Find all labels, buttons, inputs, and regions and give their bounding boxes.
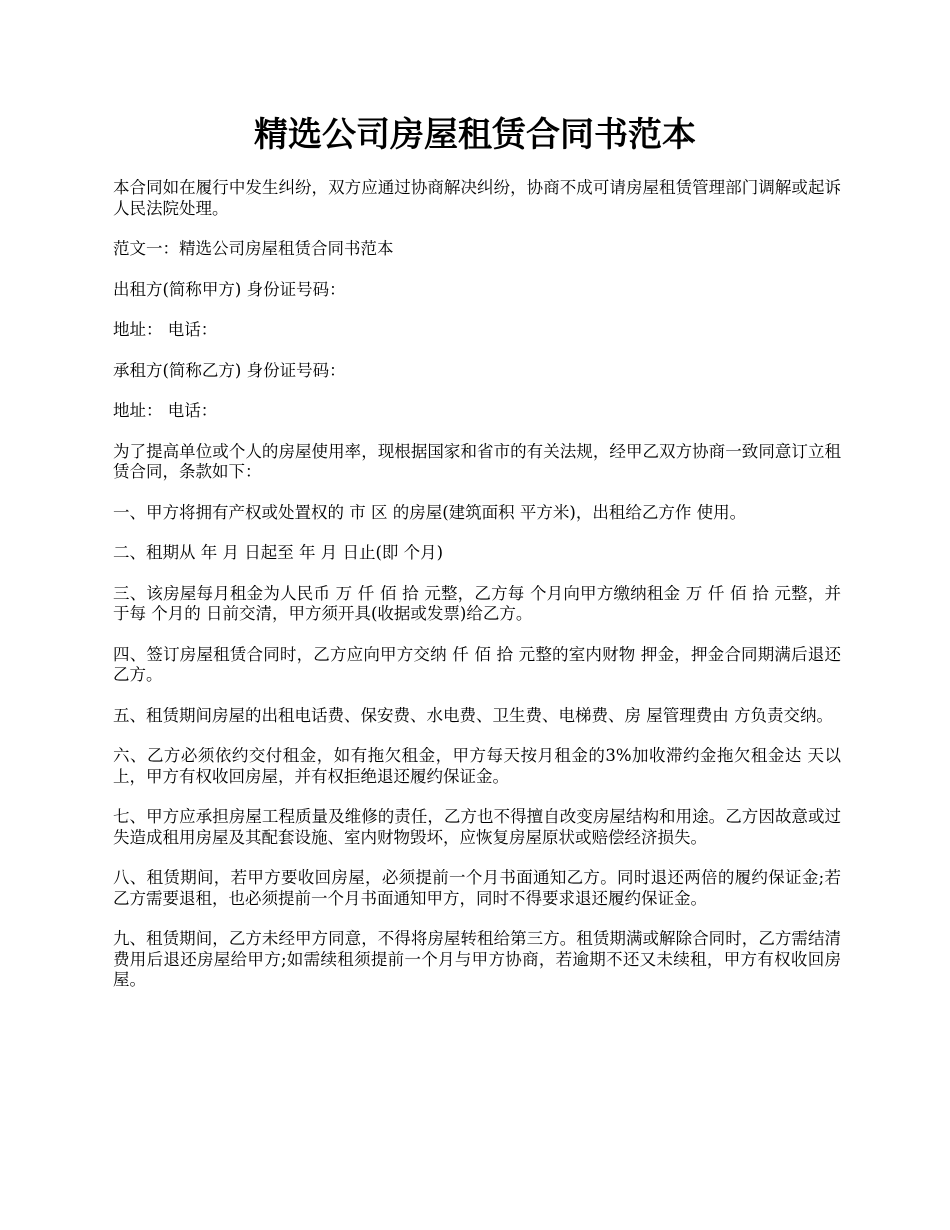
paragraph-preamble: 为了提高单位或个人的房屋使用率，现根据国家和省市的有关法规，经甲乙双方协商一致同意订立租赁合同，条款如下： [113, 441, 841, 481]
document-title: 精选公司房屋租赁合同书范本 [254, 115, 696, 155]
paragraph-dispute-resolution: 本合同如在履行中发生纠纷，双方应通过协商解决纠纷，协商不成可请房屋租赁管理部门调解或起诉人民法院处理。 [113, 178, 841, 218]
paragraph-lessor-id: 出租方(简称甲方) 身份证号码： [113, 279, 346, 299]
clause-1: 一、甲方将拥有产权或处置权的 市 区 的房屋(建筑面积 平方米)，出租给乙方作 使用。 [113, 502, 747, 522]
clause-3: 三、该房屋每月租金为人民币 万 仟 佰 拾 元整，乙方每 个月向甲方缴纳租金 万 仟 佰 拾 元整，并于每 个月的 日前交清，甲方须开具(收据或发票)给乙方。 [113, 583, 841, 623]
clause-6: 六、乙方必须依约交付租金，如有拖欠租金，甲方每天按月租金的3%加收滞约金拖欠租金达 天以上，甲方有权收回房屋，并有权拒绝退还履约保证金。 [113, 746, 841, 786]
clause-4: 四、签订房屋租赁合同时，乙方应向甲方交纳 仟 佰 拾 元整的室内财物 押金，押金合同期满后退还乙方。 [113, 644, 841, 684]
clause-5: 五、租赁期间房屋的出租电话费、保安费、水电费、卫生费、电梯费、房 屋管理费由 方负责交纳。 [113, 705, 833, 725]
document-body [113, 178, 841, 1011]
paragraph-sample-heading: 范文一：精选公司房屋租赁合同书范本 [113, 239, 394, 258]
clause-9: 九、租赁期间，乙方未经甲方同意，不得将房屋转租给第三方。租赁期满或解除合同时，乙方需结清费用后退还房屋给甲方;如需续租须提前一个月与甲方协商，若逾期不还又未续租，甲方有权收回房屋。 [113, 929, 841, 989]
clause-7: 七、甲方应承担房屋工程质量及维修的责任，乙方也不得擅自改变房屋结构和用途。乙方因故意或过失造成租用房屋及其配套设施、室内财物毁坏，应恢复房屋原状或赔偿经济损失。 [113, 807, 841, 847]
paragraph-lessor-address: 地址： 电话： [113, 320, 218, 339]
paragraph-lessee-address: 地址： 电话： [113, 401, 218, 420]
clause-2: 二、租期从 年 月 日起至 年 月 日止(即 个月) [113, 543, 444, 562]
clause-8: 八、租赁期间，若甲方要收回房屋，必须提前一个月书面通知乙方。同时退还两倍的履约保证金;若乙方需要退租，也必须提前一个月书面通知甲方，同时不得要求退还履约保证金。 [113, 868, 841, 908]
paragraph-lessee-id: 承租方(简称乙方) 身份证号码： [113, 360, 346, 380]
